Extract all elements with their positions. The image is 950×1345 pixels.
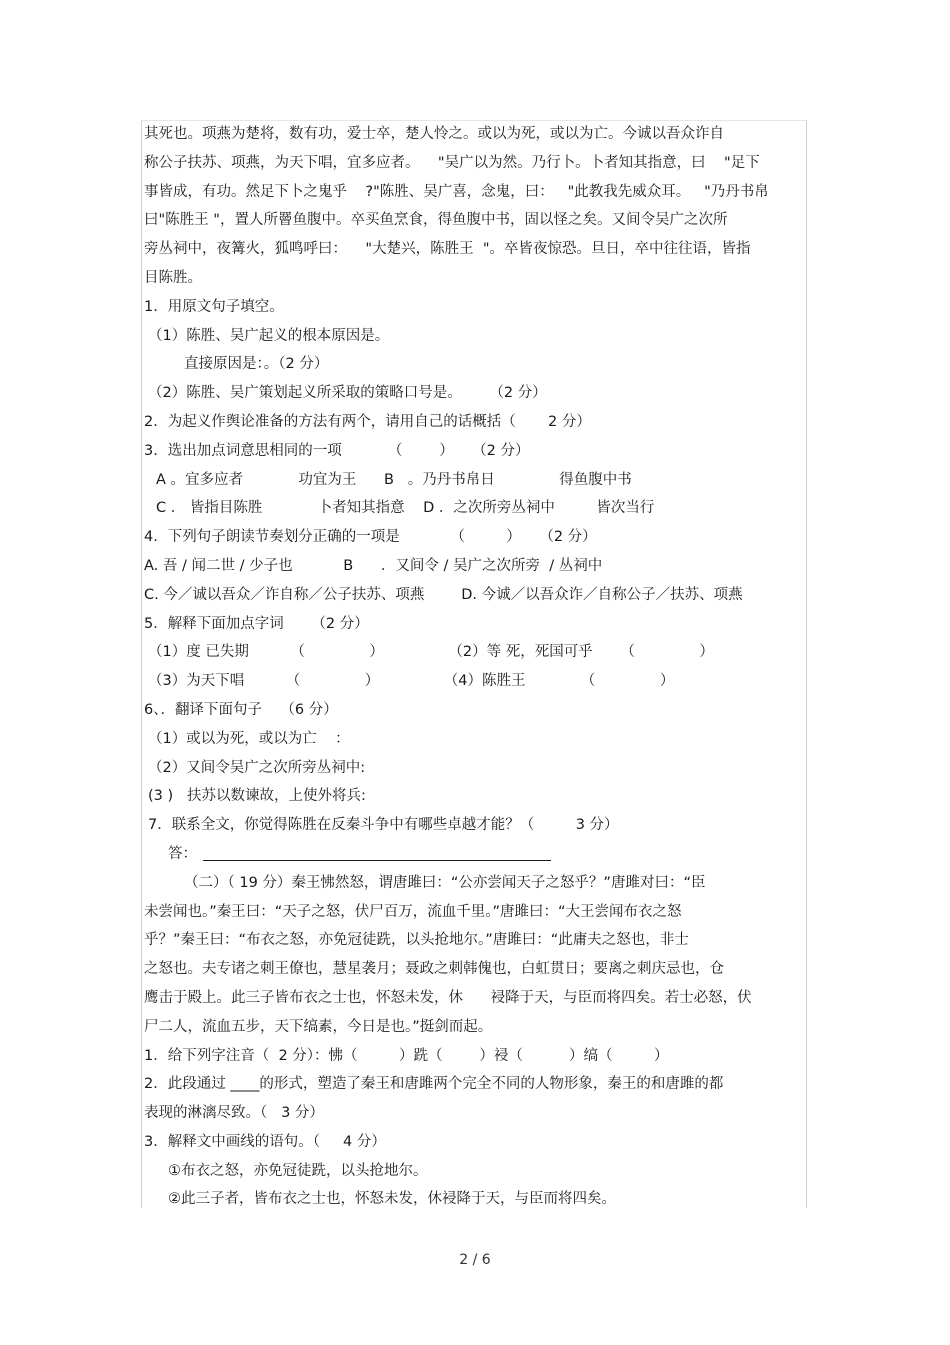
- text-line: 表现的淋漓尽致。（ 3 分）: [144, 1105, 324, 1122]
- text-line: 旁丛祠中，夜篝火，狐鸣呼曰： "大楚兴，陈胜王 "。卒皆夜惊恐。旦日，卒中往往语，皆指: [144, 241, 751, 258]
- text-line: 尸二人，流血五步，天下缟素，今日是也。”挺剑而起。: [144, 1018, 493, 1035]
- answer-line: [144, 840, 814, 869]
- text-line: 曰"陈胜王 "，置人所罾鱼腹中。卒买鱼烹食，得鱼腹中书，固以怪之矣。又间令吴广之次所: [144, 212, 728, 229]
- text-line: 事皆成，有功。然足下卜之鬼乎 ?"陈胜、吴广喜，念鬼，曰： "此教我先威众耳。 "乃丹书帛: [144, 183, 769, 200]
- section-2-question-3-item-1: ①布衣之怒，亦免冠徒跣，以头抢地尔。: [168, 1162, 428, 1179]
- text-line: 其死也。项燕为楚将，数有功，爱士卒，楚人怜之。或以为死，或以为亡。今诚以吾众诈自: [144, 126, 724, 142]
- question-4-options-ab: A. 吾 / 闻二世 / 少子也 B ．又间令 / 吴广之次所旁 / 丛祠中: [144, 557, 603, 574]
- question-3-options-cd: C ． 皆指目陈胜 卜者知其指意 D ．之次所旁丛祠中 皆次当行: [156, 500, 655, 517]
- question-1: 1．用原文句子填空。: [144, 298, 284, 315]
- question-3-options-ab: A 。宜多应者 功宜为王 B 。乃丹书帛日 得鱼腹中书: [156, 471, 632, 488]
- question-5: 5．解释下面加点字词 （2 分）: [144, 615, 369, 632]
- question-2: 2．为起义作舆论准备的方法有两个，请用自己的话概括（ 2 分）: [144, 413, 591, 430]
- text-line: 乎？”秦王曰：“布衣之怒，亦免冠徒跣，以头抢地尔。”唐雎曰：“此庸夫之怒也，非士: [144, 932, 689, 949]
- text-line: 目陈胜。: [144, 269, 202, 286]
- question-5-items-3-4: （3）为天下唱 （ ） （4）陈胜王 （ ）: [148, 673, 675, 690]
- question-5-items-1-2: （1）度 已失期 （ ） （2）等 死，死国可乎 （ ）: [148, 644, 714, 661]
- section-2-question-1: 1．给下列字注音（ 2 分）：怫（ ）跣（ ）祲（ ）缟（ ）: [144, 1047, 669, 1064]
- question-4-options-cd: C. 今／诚以吾众／诈自称／公子扶苏、项燕 D. 今诚／以吾众诈／自称公子／扶苏、项燕: [144, 586, 743, 603]
- text-line: 鹰击于殿上。此三子皆布衣之士也，怀怒未发，休 祲降于天，与臣而将四矣。若士必怒，伏: [144, 989, 752, 1006]
- answer-label: 答：: [168, 845, 197, 862]
- question-1-direct-cause: 直接原因是：。（2 分）: [184, 356, 329, 373]
- question-6-3: (3 ) 扶苏以数谏故，上使外将兵:: [148, 788, 366, 805]
- text-line: 未尝闻也。”秦王曰：“天子之怒，伏尸百万，流血千里。”唐雎曰：“大王尝闻布衣之怒: [144, 903, 682, 920]
- section-2-question-3-item-2: ②此三子者，皆布衣之士也，怀怒未发，休祲降于天，与臣而将四矣。: [168, 1191, 616, 1208]
- answer-blank: [203, 846, 551, 861]
- question-7: 7．联系全文，你觉得陈胜在反秦斗争中有哪些卓越才能？（ 3 分）: [148, 817, 619, 834]
- question-6: 6、．翻译下面句子 （6 分）: [144, 701, 338, 718]
- section-2-question-3: 3．解释文中画线的语句。（ 4 分）: [144, 1133, 386, 1150]
- section-2-heading: （二）（ 19 分）秦王怫然怒，谓唐雎曰：“公亦尝闻天子之怒乎？”唐雎对曰：“臣: [184, 874, 706, 891]
- question-6-1: （1）或以为死，或以为亡 ：: [148, 730, 350, 747]
- document-body: [144, 120, 814, 1214]
- text-line: 称公子扶苏、项燕，为天下唱，宜多应者。 "吴广以为然。乃行卜。卜者知其指意，曰 "足下: [144, 154, 760, 171]
- question-6-2: （2）又间令吴广之次所旁丛祠中:: [148, 759, 366, 776]
- section-2-question-2: 2．此段通过 ____的形式，塑造了秦王和唐雎两个完全不同的人物形象，秦王的和唐雎的都: [144, 1076, 724, 1093]
- question-1-2: （2）陈胜、吴广策划起义所采取的策略口号是。 （2 分）: [148, 385, 547, 402]
- question-1-1: （1）陈胜、吴广起义的根本原因是。: [148, 327, 390, 344]
- text-line: 之怒也。夫专诸之刺王僚也，慧星袭月；聂政之刺韩傀也，白虹贯日；要离之刺庆忌也，仓: [144, 961, 724, 978]
- question-3: 3．选出加点词意思相同的一项 （ ） （2 分）: [144, 442, 530, 459]
- page-number: 2 / 6: [459, 1252, 491, 1268]
- question-4: 4．下列句子朗读节奏划分正确的一项是 （ ） （2 分）: [144, 529, 597, 546]
